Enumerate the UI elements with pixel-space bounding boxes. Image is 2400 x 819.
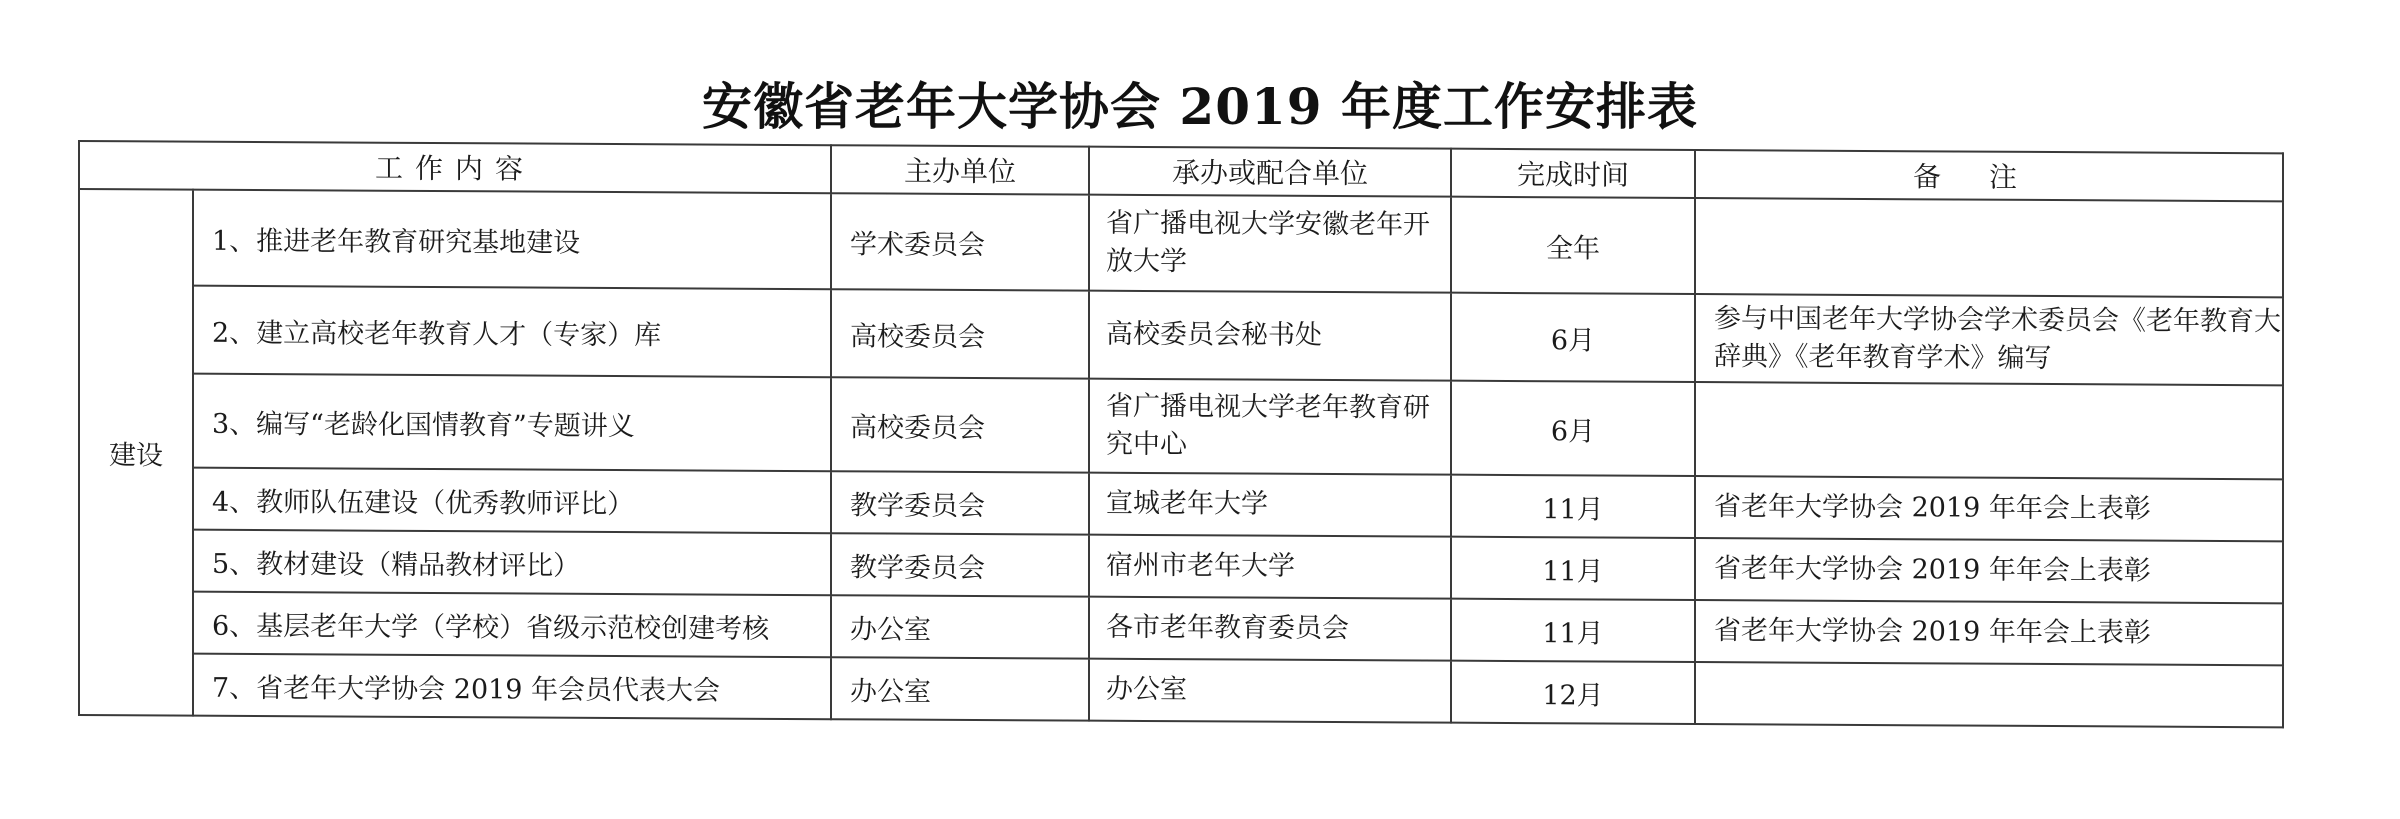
row-item: 7、省老年大学协会 2019 年会员代表大会 bbox=[193, 654, 831, 720]
row-co-org: 省广播电视大学安徽老年开放大学 bbox=[1089, 195, 1451, 293]
row-remarks: 省老年大学协会 2019 年年会上表彰 bbox=[1695, 600, 2283, 665]
row-co-org: 宣城老年大学 bbox=[1089, 473, 1451, 537]
category-cell: 建设 bbox=[79, 189, 193, 716]
row-co-org: 省广播电视大学老年教育研究中心 bbox=[1089, 379, 1451, 475]
row-host: 教学委员会 bbox=[831, 471, 1089, 534]
header-deadline: 完成时间 bbox=[1451, 149, 1695, 198]
row-remarks bbox=[1695, 662, 2283, 727]
row-remarks: 参与中国老年大学协会学术委员会《老年教育大辞典》《老年教育学术》编写 bbox=[1695, 294, 2283, 385]
row-deadline: 11月 bbox=[1451, 599, 1695, 662]
table-row bbox=[79, 189, 2283, 297]
row-deadline: 12月 bbox=[1451, 661, 1695, 724]
row-co-org: 办公室 bbox=[1089, 659, 1451, 723]
row-host: 学术委员会 bbox=[831, 193, 1089, 290]
row-item: 5、教材建设（精品教材评比） bbox=[193, 530, 831, 596]
table-row bbox=[79, 373, 2283, 479]
document-title: 安徽省老年大学协会 2019 年度工作安排表 bbox=[702, 77, 1698, 136]
table-row bbox=[79, 653, 2283, 727]
row-deadline: 11月 bbox=[1451, 475, 1695, 538]
row-item: 2、建立高校老年教育人才（专家）库 bbox=[193, 286, 831, 378]
header-host: 主办单位 bbox=[831, 145, 1089, 194]
row-host: 高校委员会 bbox=[831, 289, 1089, 378]
row-remarks: 省老年大学协会 2019 年年会上表彰 bbox=[1695, 538, 2283, 603]
table-row bbox=[79, 285, 2283, 385]
row-host: 办公室 bbox=[831, 595, 1089, 658]
row-item: 1、推进老年教育研究基地建设 bbox=[193, 190, 831, 290]
row-item: 6、基层老年大学（学校）省级示范校创建考核 bbox=[193, 592, 831, 658]
row-host: 高校委员会 bbox=[831, 377, 1089, 472]
header-remarks: 备注 bbox=[1695, 150, 2283, 201]
row-item: 4、教师队伍建设（优秀教师评比） bbox=[193, 468, 831, 534]
row-remarks: 省老年大学协会 2019 年年会上表彰 bbox=[1695, 476, 2283, 541]
row-host: 办公室 bbox=[831, 657, 1089, 720]
row-remarks bbox=[1695, 382, 2283, 479]
row-deadline: 11月 bbox=[1451, 537, 1695, 600]
row-deadline: 6月 bbox=[1451, 381, 1695, 476]
row-deadline: 全年 bbox=[1451, 197, 1695, 294]
header-co-org: 承办或配合单位 bbox=[1089, 147, 1451, 197]
row-co-org: 高校委员会秘书处 bbox=[1089, 291, 1451, 381]
row-host: 教学委员会 bbox=[831, 533, 1089, 596]
work-schedule-table bbox=[78, 140, 2284, 728]
row-remarks bbox=[1695, 198, 2283, 297]
row-item: 3、编写“老龄化国情教育”专题讲义 bbox=[193, 374, 831, 472]
row-co-org: 各市老年教育委员会 bbox=[1089, 597, 1451, 661]
row-deadline: 6月 bbox=[1451, 293, 1695, 382]
row-co-org: 宿州市老年大学 bbox=[1089, 535, 1451, 599]
header-content: 工作内容 bbox=[79, 141, 831, 193]
